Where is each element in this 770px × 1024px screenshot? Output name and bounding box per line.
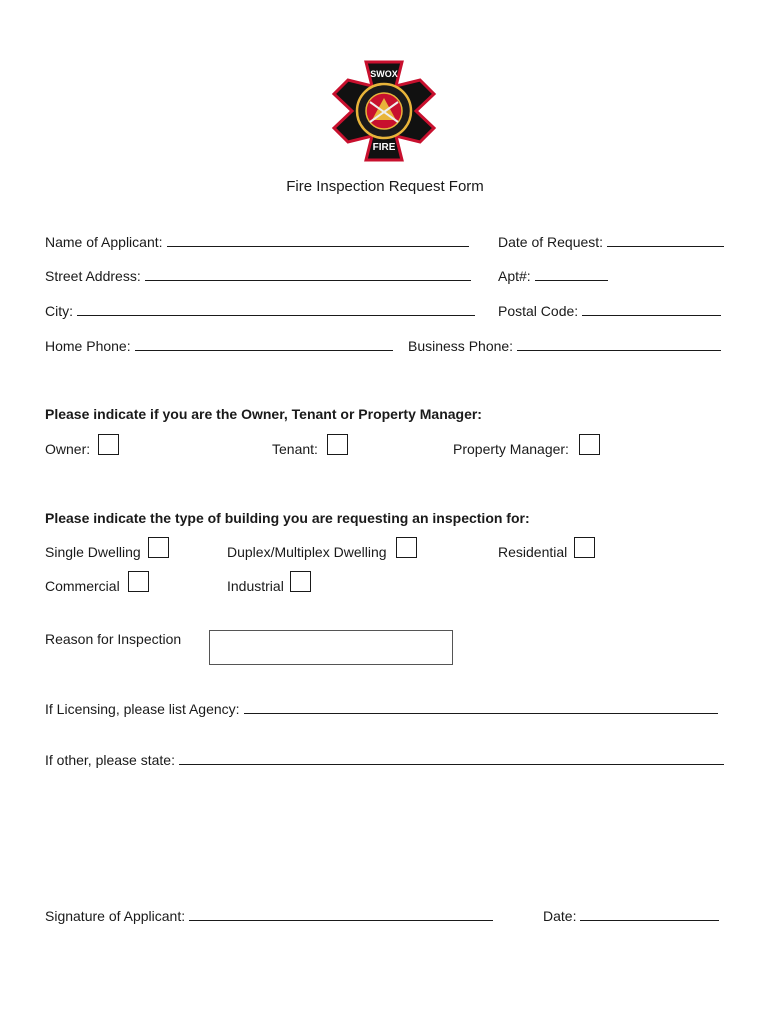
licensing-agency-label: If Licensing, please list Agency: [45,701,240,717]
single-dwelling-label: Single Dwelling [45,544,141,560]
signature-label: Signature of Applicant: [45,908,186,924]
request-date-field[interactable] [498,232,724,250]
industrial-checkbox[interactable] [290,571,311,592]
applicant-name-field[interactable] [45,232,469,250]
owner-checkbox[interactable] [98,434,119,455]
single-dwelling-checkbox[interactable] [148,537,169,558]
street-address-field[interactable] [45,266,471,284]
postal-code-label: Postal Code: [498,303,579,319]
property-manager-checkbox[interactable] [579,434,600,455]
apt-label: Apt#: [498,268,531,284]
home-phone-label: Home Phone: [45,338,131,354]
street-address-label: Street Address: [45,268,141,284]
logo-top-text: SWOX [370,69,398,79]
request-date-label: Date of Request: [498,234,604,250]
logo-bottom-text: FIRE [372,142,396,153]
city-label: City: [45,303,73,319]
role-heading: Please indicate if you are the Owner, Tenant or Property Manager: [45,406,482,422]
signature-field[interactable] [45,906,493,924]
commercial-checkbox[interactable] [128,571,149,592]
fire-department-logo [330,58,438,164]
residential-checkbox[interactable] [574,537,595,558]
form-title: Fire Inspection Request Form [286,178,484,195]
reason-input[interactable] [209,630,453,665]
commercial-label: Commercial [45,578,120,594]
postal-code-field[interactable] [498,301,721,319]
business-phone-label: Business Phone: [408,338,514,354]
duplex-checkbox[interactable] [396,537,417,558]
tenant-label: Tenant: [272,441,318,457]
building-heading: Please indicate the type of building you are requesting an inspection for: [45,510,530,526]
applicant-name-label: Name of Applicant: [45,234,163,250]
residential-label: Residential [498,544,568,560]
signature-date-label: Date: [543,908,577,924]
reason-label: Reason for Inspection [45,631,182,647]
signature-date-field[interactable] [543,906,719,924]
industrial-label: Industrial [227,578,284,594]
other-field[interactable] [45,750,724,768]
city-field[interactable] [45,301,475,319]
duplex-label: Duplex/Multiplex Dwelling [227,544,387,560]
apt-field[interactable] [498,266,608,284]
owner-label: Owner: [45,441,91,457]
home-phone-field[interactable] [45,336,393,354]
other-label: If other, please state: [45,752,175,768]
tenant-checkbox[interactable] [327,434,348,455]
business-phone-field[interactable] [408,336,721,354]
property-manager-label: Property Manager: [453,441,569,457]
licensing-agency-field[interactable] [45,699,718,717]
